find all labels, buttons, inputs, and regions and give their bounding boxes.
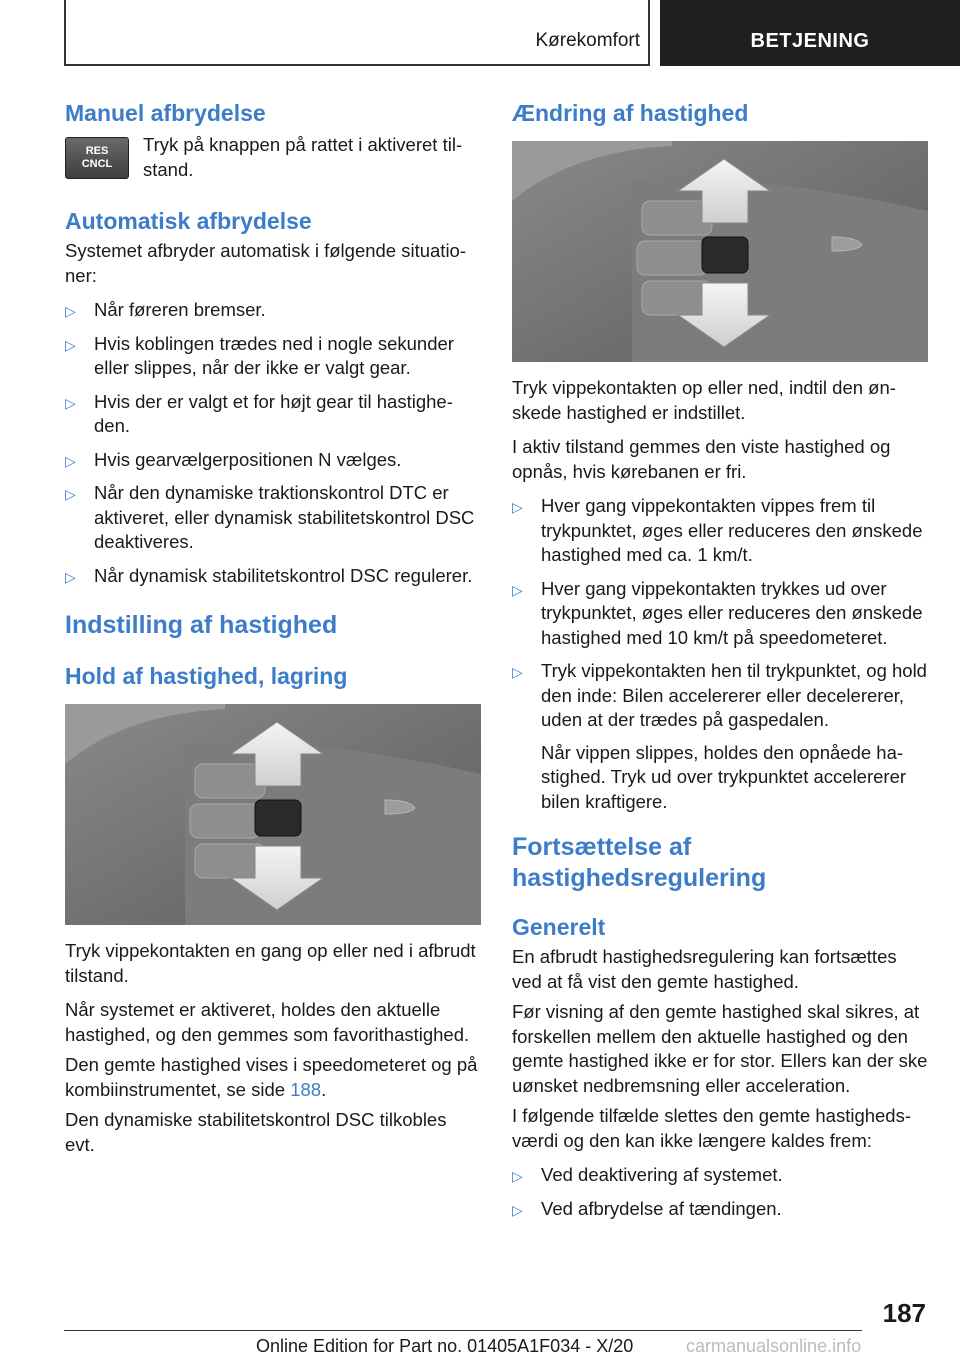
list-item: ▷ Tryk vippekontakten hen til trykpunktet, og hold den inde: Bilen accelererer eller decelererer, uden at der trædes på gaspedalen. Når vippen slippes, holdes den opnåede hastighed. Tryk ud over trykpunktet accelererer bilen kraftigere. [512,659,928,814]
general-p1: En afbrudt hastighedsregulering kan fortsættes ved at få vist den gemte hastighed. [512,946,897,992]
manual-cancel-text: Tryk på knappen på rattet i aktiveret tilstand. [143,134,463,180]
triangle-bullet-icon: ▷ [512,1168,523,1184]
change-speed-list [512,494,928,814]
triangle-bullet-icon: ▷ [65,452,76,469]
auto-cancel-heading: Automatisk afbrydelse [65,208,312,234]
list-item: ▷ Når den dynamiske traktionskontrol DTC er aktiveret, eller dynamisk stabilitetskontrol DSC deaktiveres. [65,482,475,552]
steering-wheel-photo [65,704,481,925]
general-p3: I følgende tilfælde slettes den gemte hastighedsværdi og den kan ikke længere kaldes frem: [512,1105,912,1151]
footer-edition: Online Edition for Part no. 01405A1F034 - X/20 [256,1336,634,1356]
list-item: ▷ Ved afbrydelse af tændingen. [512,1197,928,1222]
manual-cancel-heading: Manuel afbrydelse [65,100,266,126]
triangle-bullet-icon: ▷ [65,394,76,411]
triangle-bullet-icon: ▷ [65,303,76,319]
change-speed-heading: Ændring af hastighed [512,100,749,126]
footer-watermark: carmanualsonline.info [686,1336,862,1356]
hold-speed-p4: Den dynamiske stabilitetskontrol DSC tilkobles evt. [65,1109,447,1155]
list-item: ▷ Når føreren bremser. [65,298,481,323]
page-number: 187 [882,1298,926,1328]
triangle-bullet-icon: ▷ [512,664,523,680]
change-speed-p1: Tryk vippekontakten op eller ned, indtil den ønskede hastighed er indstillet. [512,377,896,423]
triangle-bullet-icon: ▷ [65,336,76,353]
general-p2: Før visning af den gemte hastighed skal sikres, at forskellen mellem den aktuelle hastighed og den gemte hastighed ikke er for stor. Ellers kan der ske uønsket nedbremsning eller acceleration. [512,1001,928,1096]
list-item: ▷ Hver gang vippekontakten vippes frem til trykpunktet, øges eller reduceres den ønskede hastighed med ca. 1 km/t. [512,495,923,565]
header-rule-separator [648,0,650,66]
change-speed-p2: I aktiv tilstand gemmes den viste hastighed og opnås, hvis kørebanen er fri. [512,436,891,482]
set-speed-heading: Indstilling af hastighed [65,611,338,639]
res-icon-line2: CNCL [81,158,113,170]
general-list [512,1163,928,1221]
header-rule-left [64,0,66,66]
list-item: ▷ Hvis der er valgt et for højt gear til hastigheden. [65,390,453,436]
hold-speed-heading: Hold af hastighed, lagring [65,663,348,689]
list-item: ▷ Når dynamisk stabilitetskontrol DSC regulerer. [65,564,481,589]
list-item: ▷ Hvis gearvælgerpositionen N vælges. [65,448,481,473]
header-section-title: Kørekomfort [535,30,640,51]
res-cncl-row [65,133,481,182]
right-column [512,100,928,1230]
steering-wheel-photo-2 [512,141,928,362]
page-reference-link[interactable]: 188 [290,1078,322,1100]
hold-speed-p3: Den gemte hastighed vises i speedometeret og på kombiinstrumentet, se side 188. [65,1054,478,1100]
res-cncl-button-icon [65,137,129,179]
left-column [65,100,481,1157]
auto-cancel-intro: Systemet afbryder automatisk i følgende situationer: [65,240,467,286]
header-rule-bottom [64,64,650,66]
list-item: ▷ Ved deaktivering af systemet. [512,1163,928,1188]
triangle-bullet-icon: ▷ [512,1201,523,1218]
resume-heading: Fortsættelse af hastighedsregulering [512,833,767,892]
triangle-bullet-icon: ▷ [512,581,523,598]
triangle-bullet-icon: ▷ [65,568,76,585]
general-heading: Generelt [512,914,606,940]
hold-speed-p2: Når systemet er aktiveret, holdes den aktuelle hastighed, og den gemmes som favorithastighed. [65,999,470,1045]
triangle-bullet-icon: ▷ [512,499,523,515]
auto-cancel-list [65,298,481,588]
list-item: ▷ Hver gang vippekontakten trykkes ud over trykpunktet, øges eller reduceres den ønskede hastighed med 10 km/t på speedometeret. [512,577,923,648]
footer-rule [64,1330,862,1331]
list-item: ▷ Hvis koblingen trædes ned i nogle sekunder eller slippes, når der ikke er valgt gear. [65,332,454,378]
header-chapter-tab: BETJENING [660,0,960,66]
res-icon-line1: RES [85,145,109,157]
triangle-bullet-icon: ▷ [65,486,76,502]
list-item-continuation: Når vippen slippes, holdes den opnåede hastighed. Tryk ud over trykpunktet accelererer bilen kraftigere. [541,741,907,812]
hold-speed-p1: Tryk vippekontakten en gang op eller ned i afbrudt tilstand. [65,940,476,986]
